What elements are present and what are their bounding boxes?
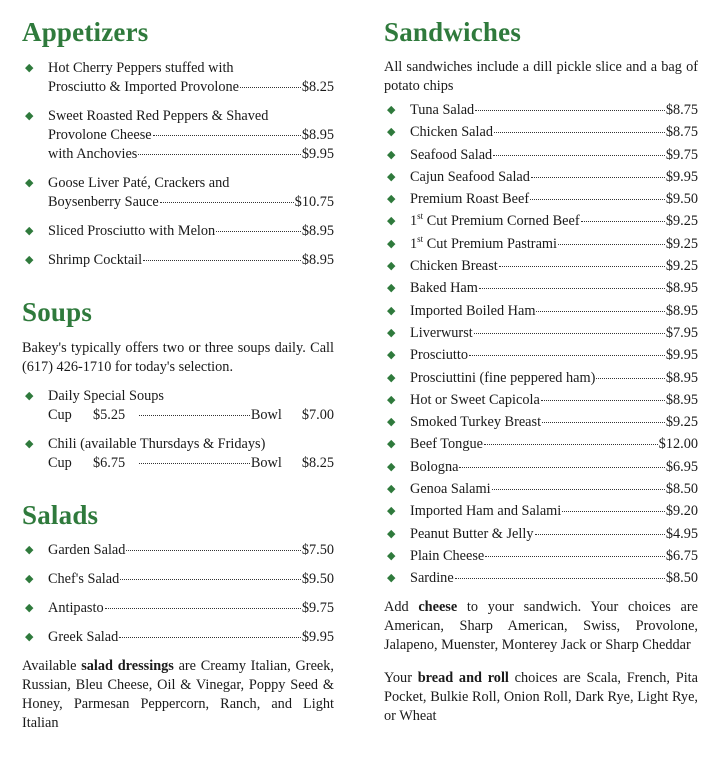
price: $8.95 bbox=[665, 391, 698, 408]
diamond-bullet-icon: ◆ bbox=[25, 602, 34, 614]
diamond-bullet-icon: ◆ bbox=[387, 104, 396, 116]
price: $8.95 bbox=[301, 252, 334, 268]
diamond-bullet-icon: ◆ bbox=[25, 544, 34, 556]
price: $8.95 bbox=[301, 127, 334, 143]
diamond-bullet-icon: ◆ bbox=[25, 110, 34, 122]
diamond-bullet-icon: ◆ bbox=[387, 349, 396, 362]
list-item: ◆ Sweet Roasted Red Peppers & Shaved Provolone Cheese $8.95 with Anchovies $9.95 bbox=[25, 108, 334, 162]
bread-note: Your bread and roll choices are Scala, French, Pita Pocket, Bulkie Roll, Onion Roll, Dark Rye, Light Rye, or Wheat bbox=[384, 670, 698, 725]
diamond-bullet-icon: ◆ bbox=[387, 549, 396, 562]
list-item: ◆ Seafood Salad $9.75 bbox=[387, 146, 698, 163]
price: $8.50 bbox=[665, 481, 698, 498]
price: $9.95 bbox=[665, 347, 698, 364]
left-column bbox=[22, 0, 334, 733]
list-item: ◆ Chicken Breast $9.25 bbox=[387, 258, 698, 275]
price: $8.25 bbox=[301, 79, 334, 95]
list-item: ◆ Goose Liver Paté, Crackers and Boysenberry Sauce $10.75 bbox=[25, 175, 334, 210]
list-item: ◆ Imported Ham and Salami $9.20 bbox=[387, 503, 698, 520]
price: $7.00 bbox=[301, 407, 334, 423]
price: $9.95 bbox=[301, 146, 334, 162]
price: $6.95 bbox=[665, 458, 698, 475]
appetizers-list bbox=[22, 59, 334, 270]
diamond-bullet-icon: ◆ bbox=[25, 573, 34, 585]
sandwiches-list bbox=[384, 101, 698, 588]
diamond-bullet-icon: ◆ bbox=[387, 170, 396, 183]
price: $10.75 bbox=[294, 194, 334, 210]
diamond-bullet-icon: ◆ bbox=[387, 527, 396, 540]
diamond-bullet-icon: ◆ bbox=[25, 390, 34, 402]
diamond-bullet-icon: ◆ bbox=[387, 237, 396, 250]
sandwiches-heading: Sandwiches bbox=[384, 17, 522, 47]
price: $7.50 bbox=[301, 542, 334, 558]
diamond-bullet-icon: ◆ bbox=[387, 215, 396, 228]
list-item: ◆ Beef Tongue $12.00 bbox=[387, 436, 698, 453]
diamond-bullet-icon: ◆ bbox=[387, 304, 396, 317]
list-item: ◆ Plain Cheese $6.75 bbox=[387, 547, 698, 564]
list-item: ◆ Sardine $8.50 bbox=[387, 570, 698, 587]
list-item: ◆ Premium Roast Beef $9.50 bbox=[387, 191, 698, 208]
list-item: ◆ Genoa Salami $8.50 bbox=[387, 481, 698, 498]
list-item: ◆ Prosciutto $9.95 bbox=[387, 347, 698, 364]
diamond-bullet-icon: ◆ bbox=[387, 126, 396, 139]
list-item: ◆ 1st Cut Premium Corned Beef $9.25 bbox=[387, 211, 698, 230]
price: $8.95 bbox=[665, 369, 698, 386]
price: $8.95 bbox=[665, 280, 698, 297]
price: $6.75 bbox=[93, 455, 126, 471]
price: $9.95 bbox=[301, 629, 334, 645]
diamond-bullet-icon: ◆ bbox=[387, 148, 396, 161]
price: $9.50 bbox=[665, 191, 698, 208]
list-item: ◆ Daily Special Soups Cup $5.25 Bowl $7.00 bbox=[25, 388, 334, 423]
price: $4.95 bbox=[665, 525, 698, 542]
appetizers-heading: Appetizers bbox=[22, 17, 149, 47]
diamond-bullet-icon: ◆ bbox=[387, 416, 396, 429]
price: $7.95 bbox=[665, 324, 698, 341]
diamond-bullet-icon: ◆ bbox=[25, 438, 34, 450]
diamond-bullet-icon: ◆ bbox=[387, 282, 396, 295]
salads-heading: Salads bbox=[22, 500, 99, 530]
diamond-bullet-icon: ◆ bbox=[387, 326, 396, 339]
price: $9.25 bbox=[665, 213, 698, 230]
price: $8.50 bbox=[665, 570, 698, 587]
list-item: ◆ Tuna Salad $8.75 bbox=[387, 102, 698, 118]
diamond-bullet-icon: ◆ bbox=[387, 260, 396, 273]
list-item: ◆ Sliced Prosciutto with Melon $8.95 bbox=[25, 223, 334, 239]
soups-intro: Bakey's typically offers two or three soups daily. Call (617) 426-1710 for today's selection. bbox=[22, 340, 334, 375]
price: $9.25 bbox=[665, 235, 698, 252]
list-item: ◆ Peanut Butter & Jelly $4.95 bbox=[387, 525, 698, 542]
list-item: ◆ Chef's Salad $9.50 bbox=[25, 571, 334, 587]
price: $9.25 bbox=[665, 258, 698, 275]
list-item: ◆ Garden Salad $7.50 bbox=[25, 542, 334, 558]
diamond-bullet-icon: ◆ bbox=[387, 371, 396, 384]
diamond-bullet-icon: ◆ bbox=[387, 460, 396, 473]
list-item: ◆ Smoked Turkey Breast $9.25 bbox=[387, 414, 698, 431]
price: $8.25 bbox=[301, 455, 334, 471]
list-item: ◆ Prosciuttini (fine peppered ham) $8.95 bbox=[387, 369, 698, 386]
list-item: ◆ Hot Cherry Peppers stuffed with Prosciutto & Imported Provolone $8.25 bbox=[25, 60, 334, 95]
price: $8.95 bbox=[301, 223, 334, 239]
list-item: ◆ 1st Cut Premium Pastrami $9.25 bbox=[387, 234, 698, 252]
cheese-note: Add cheese to your sandwich. Your choices are American, Sharp American, Swiss, Provolone, Jalapeno, Muenster, Monterey Jack or Sharp Cheddar bbox=[384, 599, 698, 654]
diamond-bullet-icon: ◆ bbox=[387, 193, 396, 206]
list-item: ◆ Greek Salad $9.95 bbox=[25, 629, 334, 645]
list-item: ◆ Imported Boiled Ham $8.95 bbox=[387, 302, 698, 319]
price: $9.95 bbox=[665, 168, 698, 185]
price: $9.20 bbox=[665, 503, 698, 520]
diamond-bullet-icon: ◆ bbox=[387, 572, 396, 585]
diamond-bullet-icon: ◆ bbox=[387, 393, 396, 406]
diamond-bullet-icon: ◆ bbox=[25, 254, 34, 266]
price: $6.75 bbox=[665, 547, 698, 564]
price: $9.50 bbox=[301, 571, 334, 587]
diamond-bullet-icon: ◆ bbox=[387, 505, 396, 518]
list-item: ◆ Baked Ham $8.95 bbox=[387, 280, 698, 297]
diamond-bullet-icon: ◆ bbox=[25, 177, 34, 189]
list-item: ◆ Liverwurst $7.95 bbox=[387, 324, 698, 341]
right-column bbox=[384, 0, 698, 726]
list-item: ◆ Antipasto $9.75 bbox=[25, 600, 334, 616]
price: $9.75 bbox=[665, 146, 698, 163]
salads-list bbox=[22, 541, 334, 647]
price: $9.25 bbox=[665, 414, 698, 431]
list-item: ◆ Bologna $6.95 bbox=[387, 458, 698, 475]
diamond-bullet-icon: ◆ bbox=[387, 438, 396, 451]
price: $9.75 bbox=[301, 600, 334, 616]
price: $5.25 bbox=[93, 407, 126, 423]
price: $8.75 bbox=[665, 124, 698, 141]
list-item: ◆ Shrimp Cocktail $8.95 bbox=[25, 252, 334, 268]
sandwiches-intro: All sandwiches include a dill pickle slice and a bag of potato chips bbox=[384, 59, 698, 94]
diamond-bullet-icon: ◆ bbox=[25, 631, 34, 643]
list-item: ◆ Hot or Sweet Capicola $8.95 bbox=[387, 391, 698, 408]
salad-dressings-note: Available salad dressings are Creamy Italian, Greek, Russian, Bleu Cheese, Oil & Vinegar, Poppy Seed & Honey, Parmesan Peppercorn, Ranch, and Light Italian bbox=[22, 658, 334, 731]
list-item: ◆ Chicken Salad $8.75 bbox=[387, 124, 698, 141]
diamond-bullet-icon: ◆ bbox=[387, 483, 396, 496]
list-item: ◆ Cajun Seafood Salad $9.95 bbox=[387, 168, 698, 185]
list-item: ◆ Chili (available Thursdays & Fridays) Cup $6.75 Bowl $8.25 bbox=[25, 436, 334, 471]
price: $8.95 bbox=[665, 302, 698, 319]
diamond-bullet-icon: ◆ bbox=[25, 225, 34, 237]
diamond-bullet-icon: ◆ bbox=[25, 62, 34, 74]
soups-heading: Soups bbox=[22, 297, 93, 327]
price: $12.00 bbox=[658, 436, 698, 453]
price: $8.75 bbox=[665, 102, 698, 118]
